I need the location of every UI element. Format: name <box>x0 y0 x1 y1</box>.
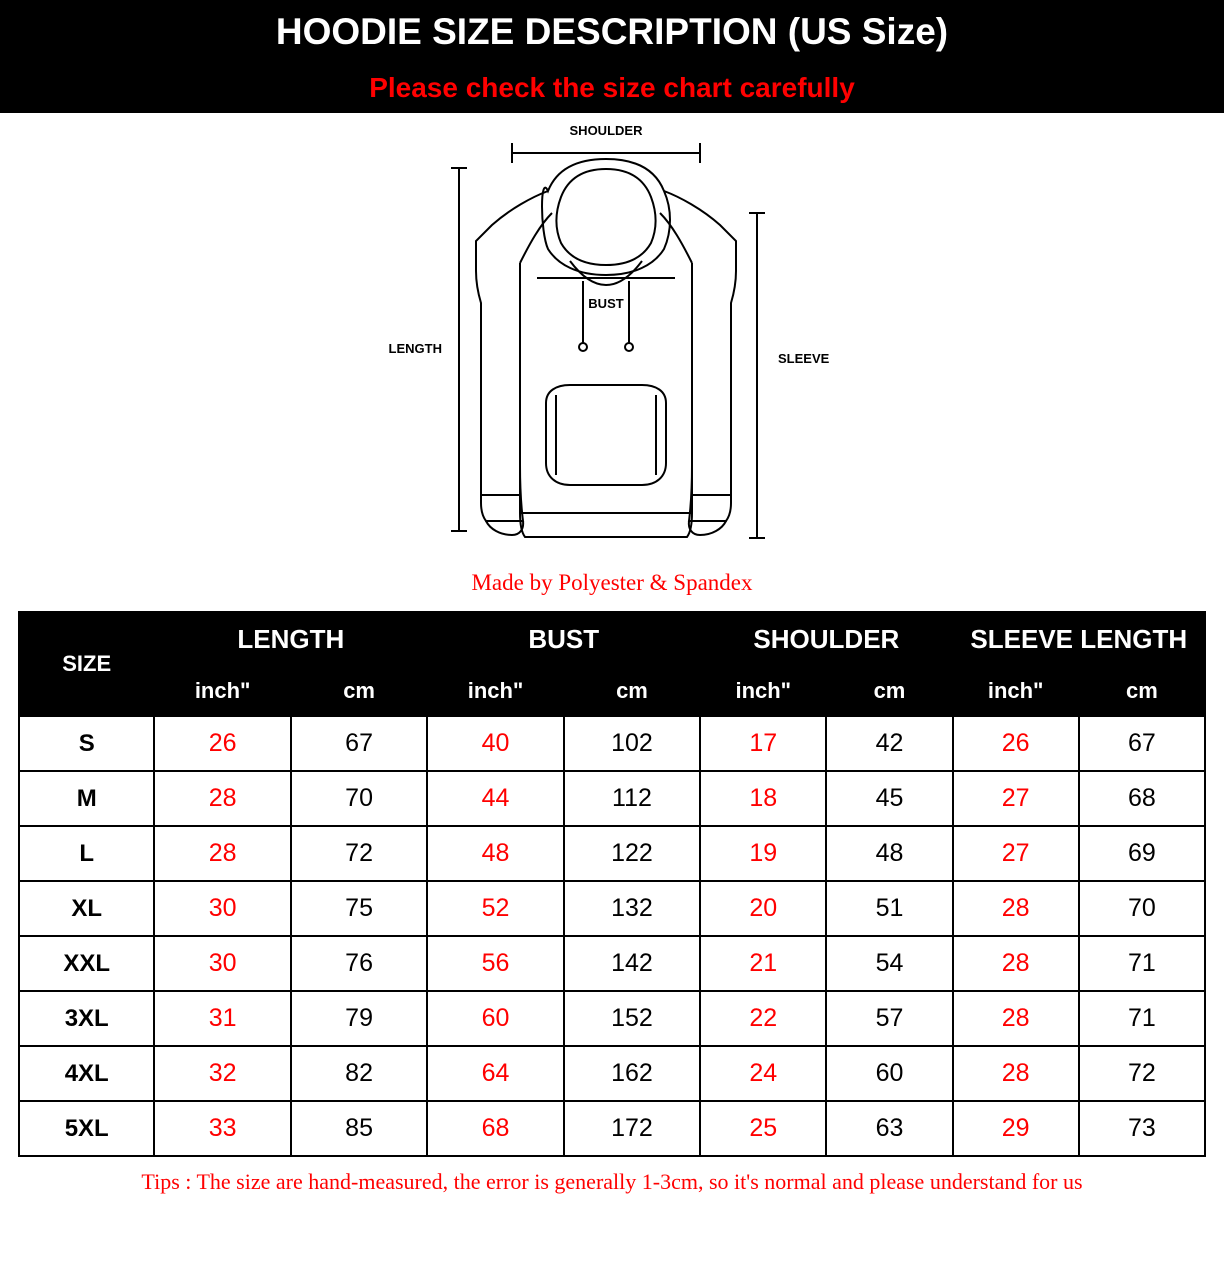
table-cell-inch: 28 <box>953 881 1079 936</box>
table-cell-inch: 33 <box>154 1101 290 1156</box>
page-title: HOODIE SIZE DESCRIPTION (US Size) <box>275 11 949 52</box>
table-cell-inch: 31 <box>154 991 290 1046</box>
table-cell-cm: 71 <box>1079 991 1205 1046</box>
table-cell-cm: 68 <box>1079 771 1205 826</box>
table-header-size: SIZE <box>19 612 154 716</box>
table-cell-cm: 72 <box>1079 1046 1205 1101</box>
table-cell-cm: 45 <box>826 771 952 826</box>
table-cell-cm: 70 <box>291 771 427 826</box>
table-header-shoulder: SHOULDER <box>700 612 952 666</box>
table-cell-inch: 56 <box>427 936 563 991</box>
diagram-label-bust: BUST <box>588 296 624 311</box>
table-cell-inch: 48 <box>427 826 563 881</box>
table-cell-inch: 26 <box>953 716 1079 771</box>
table-cell-cm: 54 <box>826 936 952 991</box>
table-row <box>19 881 1205 936</box>
table-cell-inch: 25 <box>700 1101 826 1156</box>
header-title-bar <box>0 0 1224 63</box>
table-body <box>19 716 1205 1156</box>
table-cell-inch: 32 <box>154 1046 290 1101</box>
table-cell-cm: 172 <box>564 1101 700 1156</box>
table-row <box>19 936 1205 991</box>
table-cell-cm: 73 <box>1079 1101 1205 1156</box>
table-cell-inch: 28 <box>154 826 290 881</box>
table-row <box>19 1046 1205 1101</box>
table-unit-length-cm: cm <box>291 666 427 716</box>
table-cell-inch: 21 <box>700 936 826 991</box>
page-subtitle: Please check the size chart carefully <box>369 72 855 103</box>
table-row <box>19 826 1205 881</box>
table-cell-inch: 27 <box>953 826 1079 881</box>
table-cell-cm: 142 <box>564 936 700 991</box>
table-cell-cm: 51 <box>826 881 952 936</box>
table-cell-size: XL <box>19 881 154 936</box>
table-cell-inch: 17 <box>700 716 826 771</box>
table-unit-shoulder-inch: inch" <box>700 666 826 716</box>
table-cell-cm: 112 <box>564 771 700 826</box>
table-header-row-units <box>19 666 1205 716</box>
table-cell-inch: 24 <box>700 1046 826 1101</box>
table-cell-cm: 69 <box>1079 826 1205 881</box>
table-cell-inch: 26 <box>154 716 290 771</box>
table-cell-inch: 28 <box>953 1046 1079 1101</box>
table-row <box>19 716 1205 771</box>
hoodie-illustration-svg <box>0 113 1224 568</box>
table-cell-cm: 67 <box>291 716 427 771</box>
size-chart-table-wrap <box>0 611 1224 1157</box>
table-cell-cm: 79 <box>291 991 427 1046</box>
table-cell-cm: 162 <box>564 1046 700 1101</box>
diagram-label-length: LENGTH <box>388 341 442 356</box>
table-row <box>19 771 1205 826</box>
table-cell-cm: 122 <box>564 826 700 881</box>
table-unit-shoulder-cm: cm <box>826 666 952 716</box>
tips-note: Tips : The size are hand-measured, the error is generally 1-3cm, so it's normal and please understand for us <box>141 1169 1083 1194</box>
table-unit-bust-cm: cm <box>564 666 700 716</box>
table-cell-cm: 57 <box>826 991 952 1046</box>
table-cell-inch: 28 <box>953 936 1079 991</box>
table-cell-cm: 42 <box>826 716 952 771</box>
table-cell-inch: 18 <box>700 771 826 826</box>
size-chart-table <box>18 611 1206 1157</box>
diagram-label-shoulder: SHOULDER <box>569 123 643 138</box>
table-cell-inch: 40 <box>427 716 563 771</box>
table-cell-inch: 30 <box>154 936 290 991</box>
table-cell-size: S <box>19 716 154 771</box>
table-unit-sleeve-inch: inch" <box>953 666 1079 716</box>
table-cell-inch: 19 <box>700 826 826 881</box>
table-cell-inch: 60 <box>427 991 563 1046</box>
table-cell-inch: 52 <box>427 881 563 936</box>
table-cell-inch: 28 <box>154 771 290 826</box>
diagram-label-sleeve: SLEEVE <box>778 351 830 366</box>
table-cell-inch: 27 <box>953 771 1079 826</box>
table-cell-cm: 72 <box>291 826 427 881</box>
table-cell-inch: 30 <box>154 881 290 936</box>
table-cell-size: 3XL <box>19 991 154 1046</box>
table-cell-inch: 22 <box>700 991 826 1046</box>
table-header-length: LENGTH <box>154 612 427 666</box>
table-cell-cm: 85 <box>291 1101 427 1156</box>
table-cell-inch: 64 <box>427 1046 563 1101</box>
table-cell-inch: 20 <box>700 881 826 936</box>
table-cell-cm: 75 <box>291 881 427 936</box>
table-header-sleeve-length: SLEEVE LENGTH <box>953 612 1205 666</box>
table-cell-inch: 28 <box>953 991 1079 1046</box>
table-cell-size: XXL <box>19 936 154 991</box>
table-cell-cm: 60 <box>826 1046 952 1101</box>
table-cell-cm: 102 <box>564 716 700 771</box>
material-note: Made by Polyester & Spandex <box>471 570 753 595</box>
table-cell-cm: 71 <box>1079 936 1205 991</box>
table-cell-cm: 67 <box>1079 716 1205 771</box>
table-cell-cm: 82 <box>291 1046 427 1101</box>
table-row <box>19 991 1205 1046</box>
hoodie-diagram <box>0 113 1224 593</box>
table-cell-cm: 70 <box>1079 881 1205 936</box>
header-subtitle-bar <box>0 63 1224 113</box>
table-header-bust: BUST <box>427 612 700 666</box>
table-cell-inch: 44 <box>427 771 563 826</box>
table-cell-inch: 68 <box>427 1101 563 1156</box>
table-unit-length-inch: inch" <box>154 666 290 716</box>
table-cell-cm: 132 <box>564 881 700 936</box>
table-row <box>19 1101 1205 1156</box>
table-unit-bust-inch: inch" <box>427 666 563 716</box>
table-cell-cm: 48 <box>826 826 952 881</box>
table-cell-size: 4XL <box>19 1046 154 1101</box>
table-cell-inch: 29 <box>953 1101 1079 1156</box>
table-cell-cm: 76 <box>291 936 427 991</box>
table-cell-cm: 63 <box>826 1101 952 1156</box>
table-header-row-measures <box>19 612 1205 666</box>
table-cell-cm: 152 <box>564 991 700 1046</box>
table-unit-sleeve-cm: cm <box>1079 666 1205 716</box>
table-cell-size: 5XL <box>19 1101 154 1156</box>
table-cell-size: L <box>19 826 154 881</box>
table-cell-size: M <box>19 771 154 826</box>
